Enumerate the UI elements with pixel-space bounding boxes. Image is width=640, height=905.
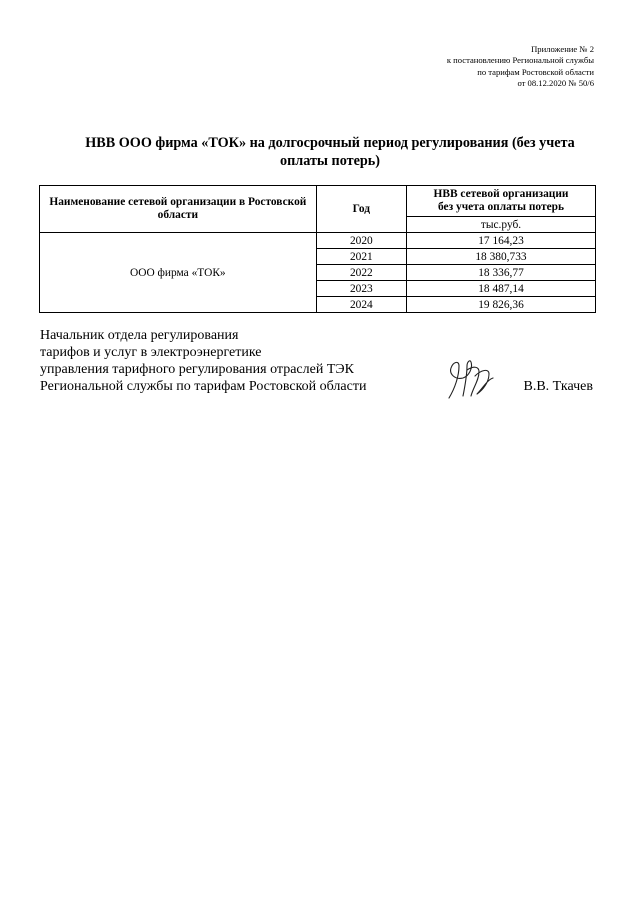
year-cell: 2021 <box>316 249 406 265</box>
value-cell: 18 380,733 <box>407 249 596 265</box>
header-organization: Наименование сетевой организации в Ростовской области <box>40 186 317 233</box>
handwritten-signature <box>443 358 495 402</box>
title-line-2: оплаты потерь) <box>279 152 380 169</box>
appendix-line-1: Приложение № 2 <box>531 44 594 54</box>
header-nvv-line-1: НВВ сетевой организации <box>433 188 569 200</box>
signer-name: В.В. Ткачев <box>523 379 593 394</box>
appendix-line-4: от 08.12.2020 № 50/6 <box>517 78 594 89</box>
signatory-position <box>40 327 366 395</box>
value-cell: 18 336,77 <box>407 265 596 281</box>
table-row <box>40 233 596 249</box>
table-header-row <box>40 186 596 217</box>
appendix-header <box>447 44 594 90</box>
appendix-line-2: к постановлению Региональной службы <box>446 55 594 66</box>
header-year: Год <box>316 186 406 233</box>
appendix-line-3: по тарифам Ростовской области <box>477 66 594 77</box>
nvv-table <box>39 185 596 313</box>
year-cell: 2020 <box>316 233 406 249</box>
title-line-1: НВВ ООО фирма «ТОК» на долгосрочный период регулирования (без учета <box>85 135 575 151</box>
year-cell: 2024 <box>316 297 406 313</box>
organization-cell: ООО фирма «ТОК» <box>40 233 317 313</box>
position-line-3: управления тарифного регулирования отраслей ТЭК <box>40 362 354 377</box>
value-cell: 18 487,14 <box>407 281 596 297</box>
position-line-2: тарифов и услуг в электроэнергетике <box>40 345 262 360</box>
document-title <box>40 135 620 170</box>
year-cell: 2023 <box>316 281 406 297</box>
header-nvv <box>407 186 596 217</box>
value-cell: 19 826,36 <box>407 297 596 313</box>
value-cell: 17 164,23 <box>407 233 596 249</box>
position-line-4: Региональной службы по тарифам Ростовской области <box>40 379 367 394</box>
year-cell: 2022 <box>316 265 406 281</box>
unit-cell: тыс.руб. <box>407 217 596 233</box>
position-line-1: Начальник отдела регулирования <box>40 328 239 343</box>
header-nvv-line-2: без учета оплаты потерь <box>438 201 564 213</box>
